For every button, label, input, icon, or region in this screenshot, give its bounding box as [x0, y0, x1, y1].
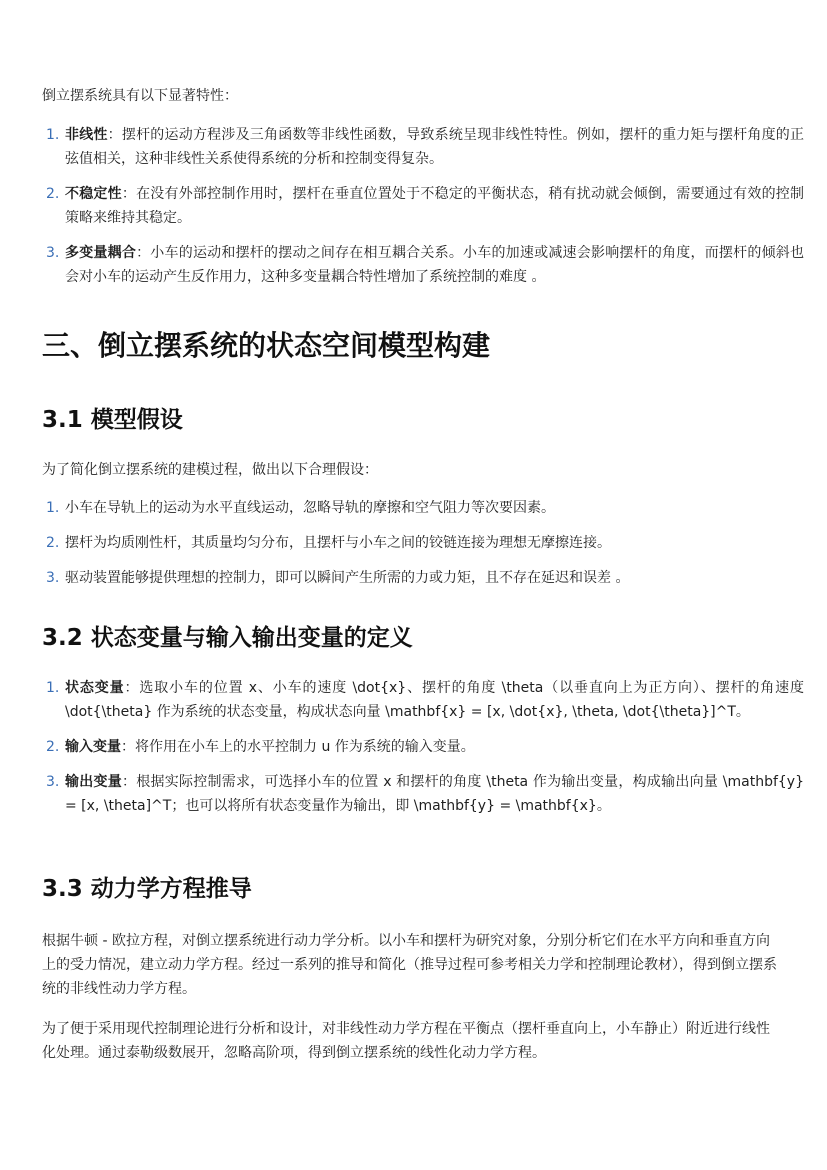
list-term: 状态变量 [65, 680, 125, 696]
dynamics-paragraph-2: 为了便于采用现代控制理论进行分析和设计，对非线性动力学方程在平衡点（摆杆垂直向上，小车静止）附近进行线性化处理。通过泰勒级数展开，忽略高阶项，得到倒立摆系统的线性化动力学方程。 [42, 1021, 770, 1061]
list-number: 1. [46, 127, 60, 143]
subsection-title-3-3: 3.3 动力学方程推导 [42, 876, 252, 902]
list-item [42, 496, 804, 520]
list-item [42, 566, 804, 590]
characteristics-intro: 倒立摆系统具有以下显著特性： [42, 88, 238, 104]
list-term: 不稳定性 [65, 186, 122, 202]
list-number: 1. [46, 500, 60, 516]
list-number: 2. [46, 739, 60, 755]
dynamics-paragraph-1: 根据牛顿 - 欧拉方程，对倒立摆系统进行动力学分析。以小车和摆杆为研究对象，分别分析它们在水平方向和垂直方向上的受力情况，建立动力学方程。经过一系列的推导和简化（推导过程可参考相关力学和控制理论教材），得到倒立摆系统的非线性动力学方程。 [42, 933, 777, 997]
list-term: 输入变量 [65, 739, 121, 755]
assumptions-list [42, 496, 804, 590]
list-item [42, 676, 804, 724]
list-text: ：选取小车的位置 x、小车的速度 \dot{x}、摆杆的角度 \theta（以垂直向上为正方向）、摆杆的角速度 \dot{\theta} 作为系统的状态变量，构成状态向量 \mathbf{x} = [x, \dot{x}, \theta, \dot{\theta}]^T。 [65, 680, 805, 720]
list-number: 3. [46, 245, 60, 261]
list-text: 驱动装置能够提供理想的控制力，即可以瞬间产生所需的力或力矩，且不存在延迟和误差 。 [65, 570, 630, 586]
list-text: ：根据实际控制需求，可选择小车的位置 x 和摆杆的角度 \theta 作为输出变量，构成输出向量 \mathbf{y} = [x, \theta]^T；也可以将所有状态变量作为输出，即 \mathbf{y} = \mathbf{x}。 [65, 774, 804, 814]
list-item [42, 770, 804, 818]
list-number: 2. [46, 186, 60, 202]
assumptions-intro: 为了简化倒立摆系统的建模过程，做出以下合理假设： [42, 462, 378, 478]
list-term: 多变量耦合 [65, 245, 137, 261]
list-item [42, 182, 804, 230]
list-item [42, 123, 804, 171]
list-text: 小车在导轨上的运动为水平直线运动，忽略导轨的摩擦和空气阻力等次要因素。 [65, 500, 555, 516]
list-number: 2. [46, 535, 60, 551]
list-text: 摆杆为均质刚性杆，其质量均匀分布，且摆杆与小车之间的铰链连接为理想无摩擦连接。 [65, 535, 611, 551]
list-number: 3. [46, 774, 60, 790]
list-number: 1. [46, 680, 60, 696]
list-item [42, 241, 804, 289]
list-text: ：在没有外部控制作用时，摆杆在垂直位置处于不稳定的平衡状态，稍有扰动就会倾倒，需要通过有效的控制策略来维持其稳定。 [65, 186, 805, 226]
subsection-title-3-1: 3.1 模型假设 [42, 407, 183, 433]
subsection-title-3-2: 3.2 状态变量与输入输出变量的定义 [42, 625, 413, 651]
section-title: 三、倒立摆系统的状态空间模型构建 [42, 329, 491, 362]
list-text: ：摆杆的运动方程涉及三角函数等非线性函数，导致系统呈现非线性特性。例如，摆杆的重力矩与摆杆角度的正弦值相关，这种非线性关系使得系统的分析和控制变得复杂。 [65, 127, 805, 167]
list-number: 3. [46, 570, 60, 586]
list-text: ：将作用在小车上的水平控制力 u 作为系统的输入变量。 [121, 739, 475, 755]
list-item [42, 531, 804, 555]
list-term: 输出变量 [65, 774, 122, 790]
variables-list [42, 676, 804, 818]
list-text: ：小车的运动和摆杆的摆动之间存在相互耦合关系。小车的加速或减速会影响摆杆的角度，而摆杆的倾斜也会对小车的运动产生反作用力，这种多变量耦合特性增加了系统控制的难度 。 [65, 245, 804, 285]
characteristics-list [42, 123, 804, 289]
list-item [42, 735, 804, 759]
list-term: 非线性 [65, 127, 108, 143]
